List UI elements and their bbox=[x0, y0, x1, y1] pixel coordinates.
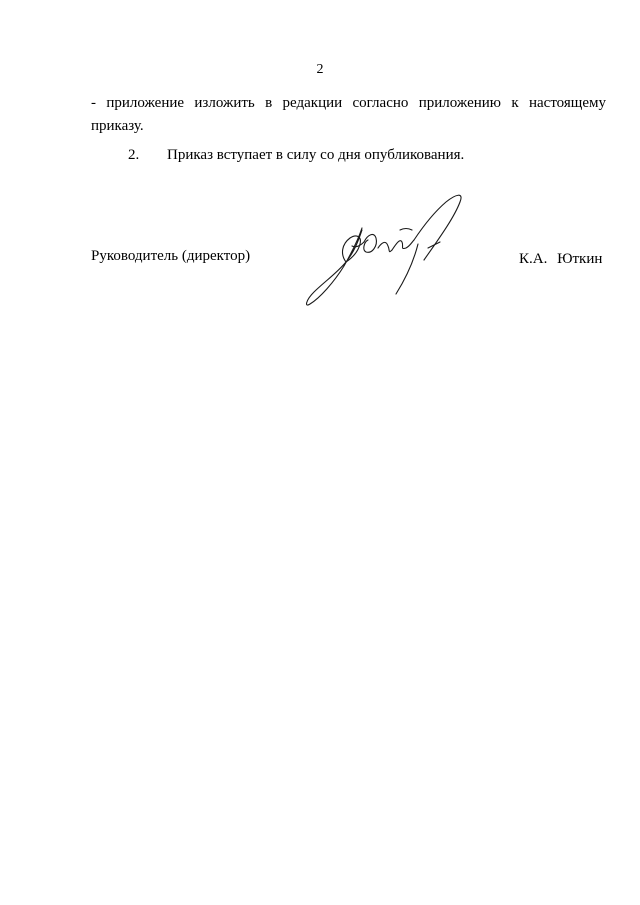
paragraph-line-1: - приложение изложить в редакции согласно приложению к настоящему bbox=[91, 95, 606, 111]
paragraph-line-2: приказу. bbox=[91, 118, 144, 134]
signer-position: Руководитель (директор) bbox=[91, 248, 251, 264]
item-text: Приказ вступает в силу со дня опубликования. bbox=[167, 147, 465, 163]
page-number: 2 bbox=[316, 62, 324, 77]
signer-name: К.А. Юткин bbox=[519, 251, 603, 267]
signature-icon bbox=[300, 188, 475, 318]
item-number: 2. bbox=[128, 147, 140, 163]
